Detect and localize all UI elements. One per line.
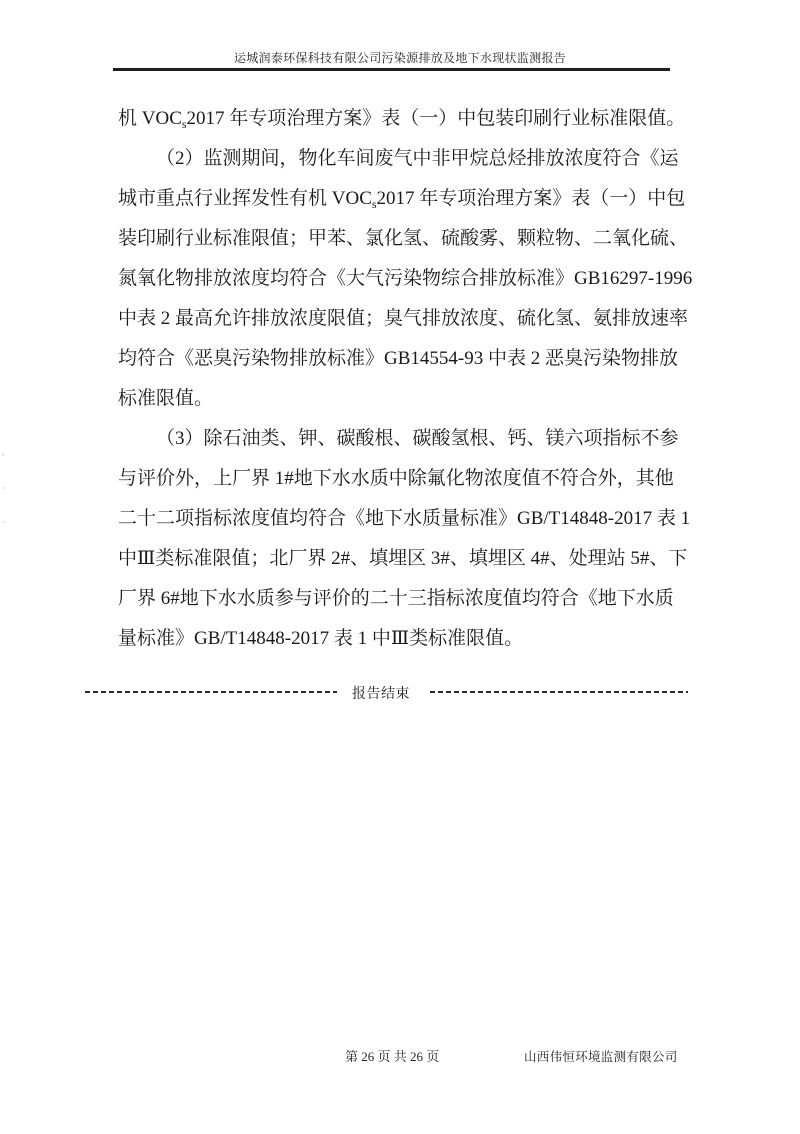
body-line-text: （3）除石油类、钾、碳酸根、碳酸氢根、钙、镁六项指标不参 [156, 428, 679, 449]
body-line [118, 339, 694, 379]
body-line-text: 二十二项指标浓度值均符合《地下水质量标准》GB/T14848-2017 表 1 [118, 508, 691, 529]
scan-artifact [2, 487, 4, 489]
body-text [118, 99, 694, 659]
body-line-text: 氮氧化物排放浓度均符合《大气污染物综合排放标准》GB16297-1996 [118, 268, 693, 289]
body-line [118, 499, 694, 539]
body-line-text: 量标准》GB/T14848-2017 表 1 中Ⅲ类标准限值。 [118, 628, 524, 649]
separator-dash-right [430, 691, 688, 693]
body-line [118, 459, 694, 499]
body-line [118, 379, 694, 419]
body-line [118, 539, 694, 579]
body-line [118, 299, 694, 339]
subscript-text: s [371, 197, 377, 211]
body-line-text: 2017 年专项治理方案》表（一）中包装印刷行业标准限值。 [186, 108, 686, 129]
footer-company-name: 山西伟恒环境监测有限公司 [524, 1050, 678, 1064]
body-line [118, 219, 694, 259]
body-line-text: 厂界 6#地下水水质参与评价的二十三指标浓度值均符合《地下水质 [118, 588, 674, 609]
header-rule [113, 68, 670, 71]
body-line-text: 2017 年专项治理方案》表（一）中包 [376, 188, 686, 209]
body-line-text: 与评价外，上厂界 1#地下水水质中除氟化物浓度值不符合外，其他 [118, 468, 674, 489]
separator-dash-left [85, 691, 337, 693]
subscript-text: s [181, 117, 187, 131]
report-end-label: 报告结束 [352, 687, 410, 702]
body-line-text: 均符合《恶臭污染物排放标准》GB14554-93 中表 2 恶臭污染物排放 [118, 348, 678, 369]
body-line [118, 579, 694, 619]
body-line [118, 619, 694, 659]
body-line-text: 机 VOC [118, 108, 182, 129]
body-line-text: 城市重点行业挥发性有机 VOC [118, 188, 372, 209]
footer-page-number: 第 26 页 共 26 页 [345, 1049, 440, 1064]
body-line [118, 259, 694, 299]
body-line-text: 标准限值。 [118, 388, 214, 409]
body-line-text: 装印刷行业标准限值；甲苯、氯化氢、硫酸雾、颗粒物、二氧化硫、 [118, 228, 689, 249]
body-line-text: 中表 2 最高允许排放浓度限值；臭气排放浓度、硫化氢、氨排放速率 [118, 308, 689, 329]
body-line [118, 99, 694, 139]
scan-artifact [2, 453, 4, 456]
body-line [118, 179, 694, 219]
body-line-text: 中Ⅲ类标准限值；北厂界 2#、填埋区 3#、填埋区 4#、处理站 5#、下 [118, 548, 688, 569]
page-header-title: 运城润泰环保科技有限公司污染源排放及地下水现状监测报告 [233, 51, 567, 65]
scan-artifact [3, 521, 5, 523]
body-line-text: （2）监测期间，物化车间废气中非甲烷总烃排放浓度符合《运 [156, 148, 679, 169]
body-line [118, 139, 694, 179]
body-line [118, 419, 694, 459]
